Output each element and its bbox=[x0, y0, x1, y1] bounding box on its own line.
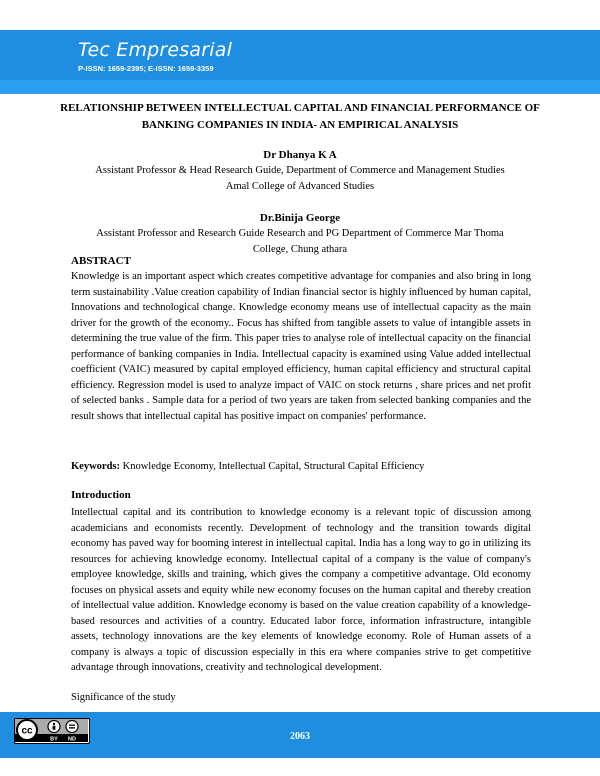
introduction-heading: Introduction bbox=[71, 489, 131, 501]
keywords-text: Knowledge Economy, Intellectual Capital, Structural Capital Efficiency bbox=[122, 461, 425, 472]
journal-title: Tec Empresarial bbox=[78, 39, 233, 61]
cc-license-icon bbox=[15, 719, 88, 742]
page-number: 2063 bbox=[290, 731, 310, 742]
paper-title: RELATIONSHIP BETWEEN INTELLECTUAL CAPITAL AND FINANCIAL PERFORMANCE OF BANKING COMPANIES IN INDIA- AN EMPIRICAL ANALYSIS bbox=[60, 102, 540, 131]
author-name: Dr.Binija George bbox=[259, 212, 341, 224]
header-band-light bbox=[0, 80, 600, 94]
journal-issn: P-ISSN: 1659-2395; E-ISSN: 1659-3359 bbox=[78, 64, 214, 73]
no-derivatives-icon bbox=[66, 721, 78, 733]
author-affiliation: Assistant Professor & Head Research Guide, Department of Commerce and Management Studies bbox=[95, 165, 505, 176]
author-name: Dr Dhanya K A bbox=[263, 149, 337, 161]
significance-subheading: Significance of the study bbox=[71, 692, 176, 703]
abstract-body: Knowledge is an important aspect which creates competitive advantage for companies and also bring in long term sustainability .Value creation capability of Indian financial sector is highly influenced by human capital, Innovations and technological change. Knowledge economy means use of intellectual capacity as the main driver for the growth of the economy.. Focus has shifted from tangible assets to value of intangible assets in determining the true value of the firm. This paper tries to analyse role of intellectual capacity on the financial performance of banking companies in India. Intellectual capacity is examined using Value added intellectual coefficient (VAIC) measured by capital employed efficiency, human capital efficiency and structural capital efficiency. Regression model is used to analyze impact of VAIC on stock returns , share prices and net profit of selected banks . Sample data for a period of two years are taken from selected banking companies and the result shows that intellectual capital has positive impact on companies' performance. bbox=[71, 271, 531, 422]
by-label: BY bbox=[50, 736, 58, 742]
keywords-line bbox=[71, 459, 531, 474]
author-block-2 bbox=[60, 210, 540, 258]
keywords-label: Keywords: bbox=[71, 461, 120, 472]
author-block-1 bbox=[60, 147, 540, 195]
author-institution: Amal College of Advanced Studies bbox=[225, 181, 375, 192]
author-affiliation: Assistant Professor and Research Guide Research and PG Department of Commerce Mar Thoma bbox=[96, 228, 504, 239]
nd-label: ND bbox=[68, 736, 76, 742]
cc-license-badge[interactable] bbox=[14, 718, 90, 744]
cc-symbol-text: cc bbox=[21, 725, 33, 737]
author-institution: College, Chung athara bbox=[252, 244, 348, 255]
introduction-body: Intellectual capital and its contribution to knowledge economy is a relevant topic of discussion among academicians and economists recently. Development of technology and the transition towards digital economy has paved way for booming interest in intellectual capital. India has a long way to go in utilizing its resources for achieving knowledge economy. Intellectual capital of a company is the value of company's employee knowledge, skills and training, which gives the company a competitive advantage. Old economy focuses on physical assets and equity while new economy focuses on the human capital and thereby creation of intellectual value addition. Knowledge economy is based on the value creation capability of a knowledge-based resources and activities of a country. Educated labor force, information infrastructure, intangible assets, technology innovations are the key elements of knowledge economy. Role of Human assets of a company is always a topic of discussion especially in this era where companies strive to get competitive advantage through innovations, creativity and technological development. bbox=[71, 507, 531, 673]
abstract-heading: ABSTRACT bbox=[71, 255, 131, 267]
